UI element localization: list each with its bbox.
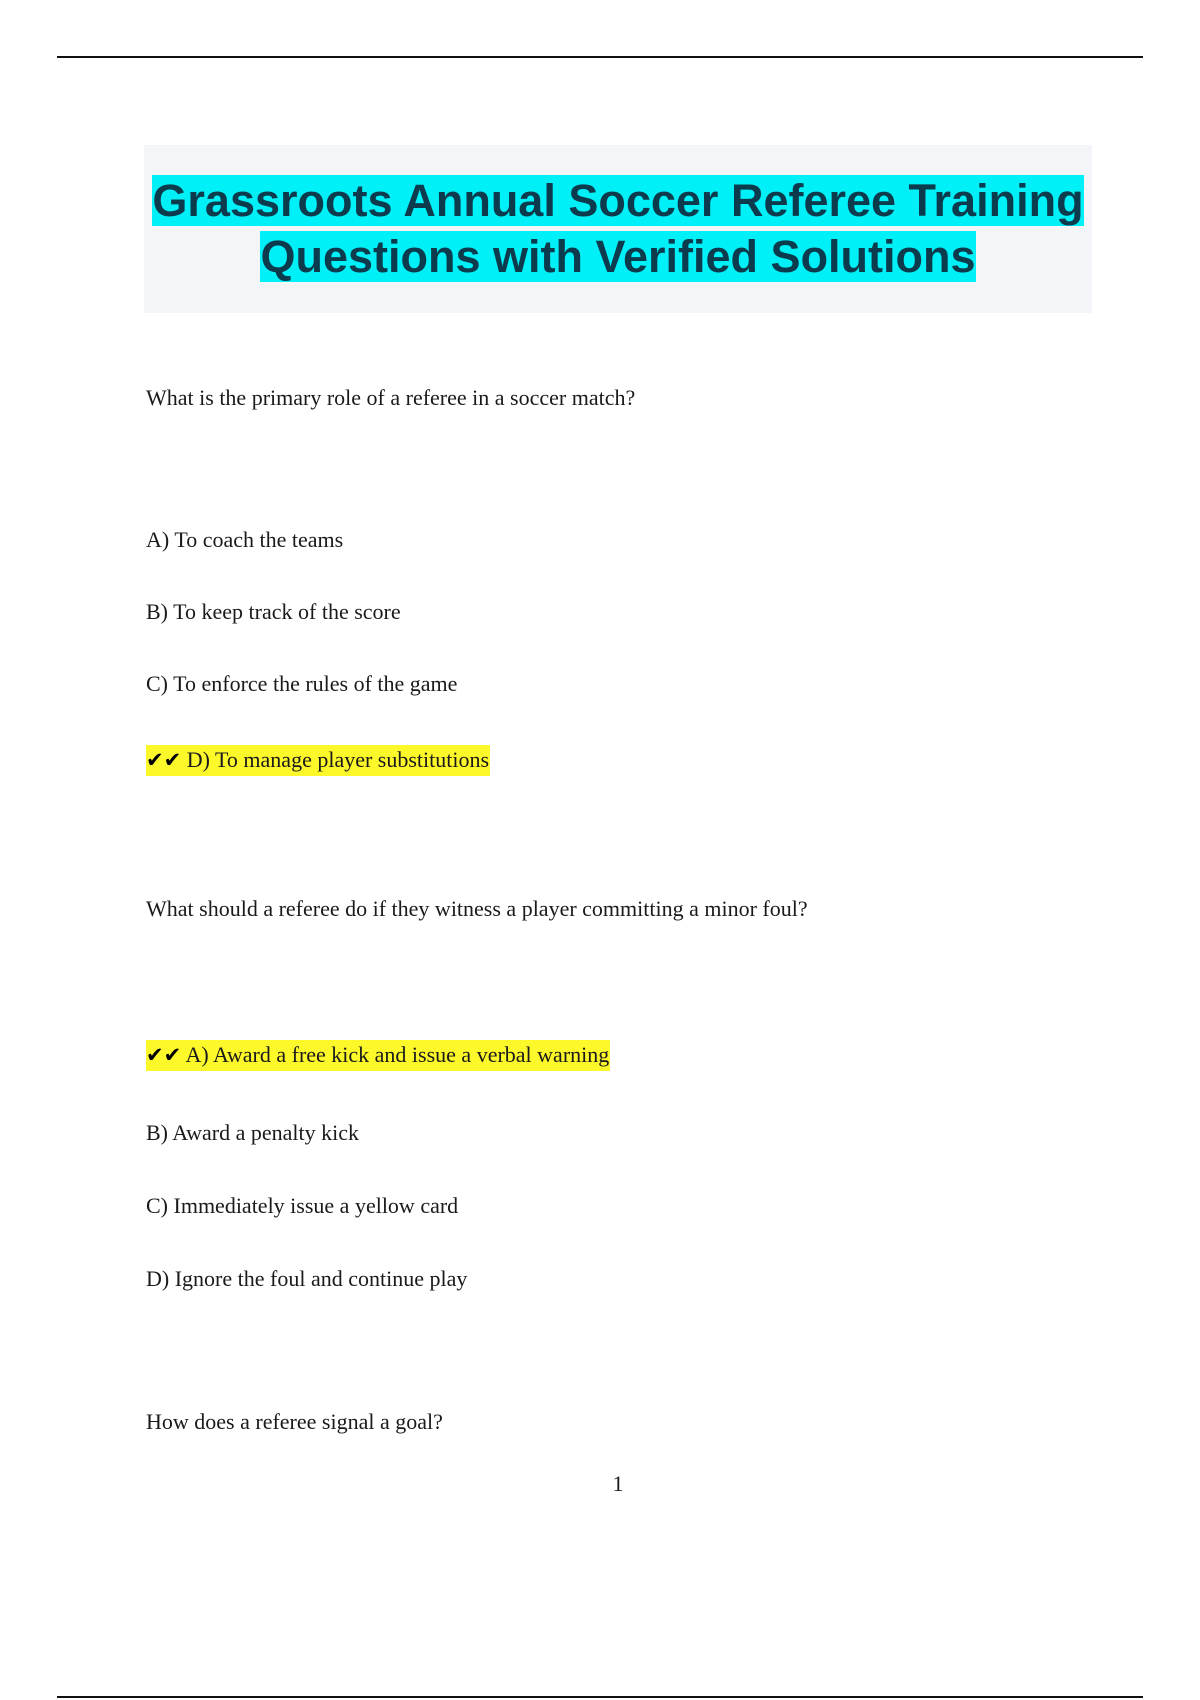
q2-option-a [146, 1041, 610, 1069]
top-rule [57, 56, 1143, 58]
document-title: Grassroots Annual Soccer Referee Training Questions with Verified Solutions [152, 175, 1084, 282]
answer-highlight [146, 745, 490, 776]
q1-option-c: C) To enforce the rules of the game [146, 671, 458, 696]
page-number: 1 [612, 1471, 624, 1496]
q1-option-a: A) To coach the teams [146, 527, 344, 552]
title-banner [144, 145, 1092, 313]
q1-option-b: B) To keep track of the score [146, 599, 401, 624]
question-2: What should a referee do if they witness a player committing a minor foul? [146, 896, 808, 921]
q2-option-d: D) Ignore the foul and continue play [146, 1266, 468, 1291]
answer-highlight [146, 1040, 610, 1071]
double-check-icon: ✔✔ [146, 748, 182, 772]
question-1: What is the primary role of a referee in a soccer match? [146, 385, 636, 410]
double-check-icon: ✔✔ [146, 1043, 182, 1067]
q2-option-a-text: A) Award a free kick and issue a verbal warning [185, 1042, 610, 1067]
q2-option-b: B) Award a penalty kick [146, 1120, 360, 1145]
question-3: How does a referee signal a goal? [146, 1409, 443, 1434]
q2-option-c: C) Immediately issue a yellow card [146, 1193, 459, 1218]
q1-option-d-text: D) To manage player substitutions [186, 747, 490, 772]
q1-option-d [146, 746, 490, 774]
bottom-rule [57, 1696, 1143, 1698]
